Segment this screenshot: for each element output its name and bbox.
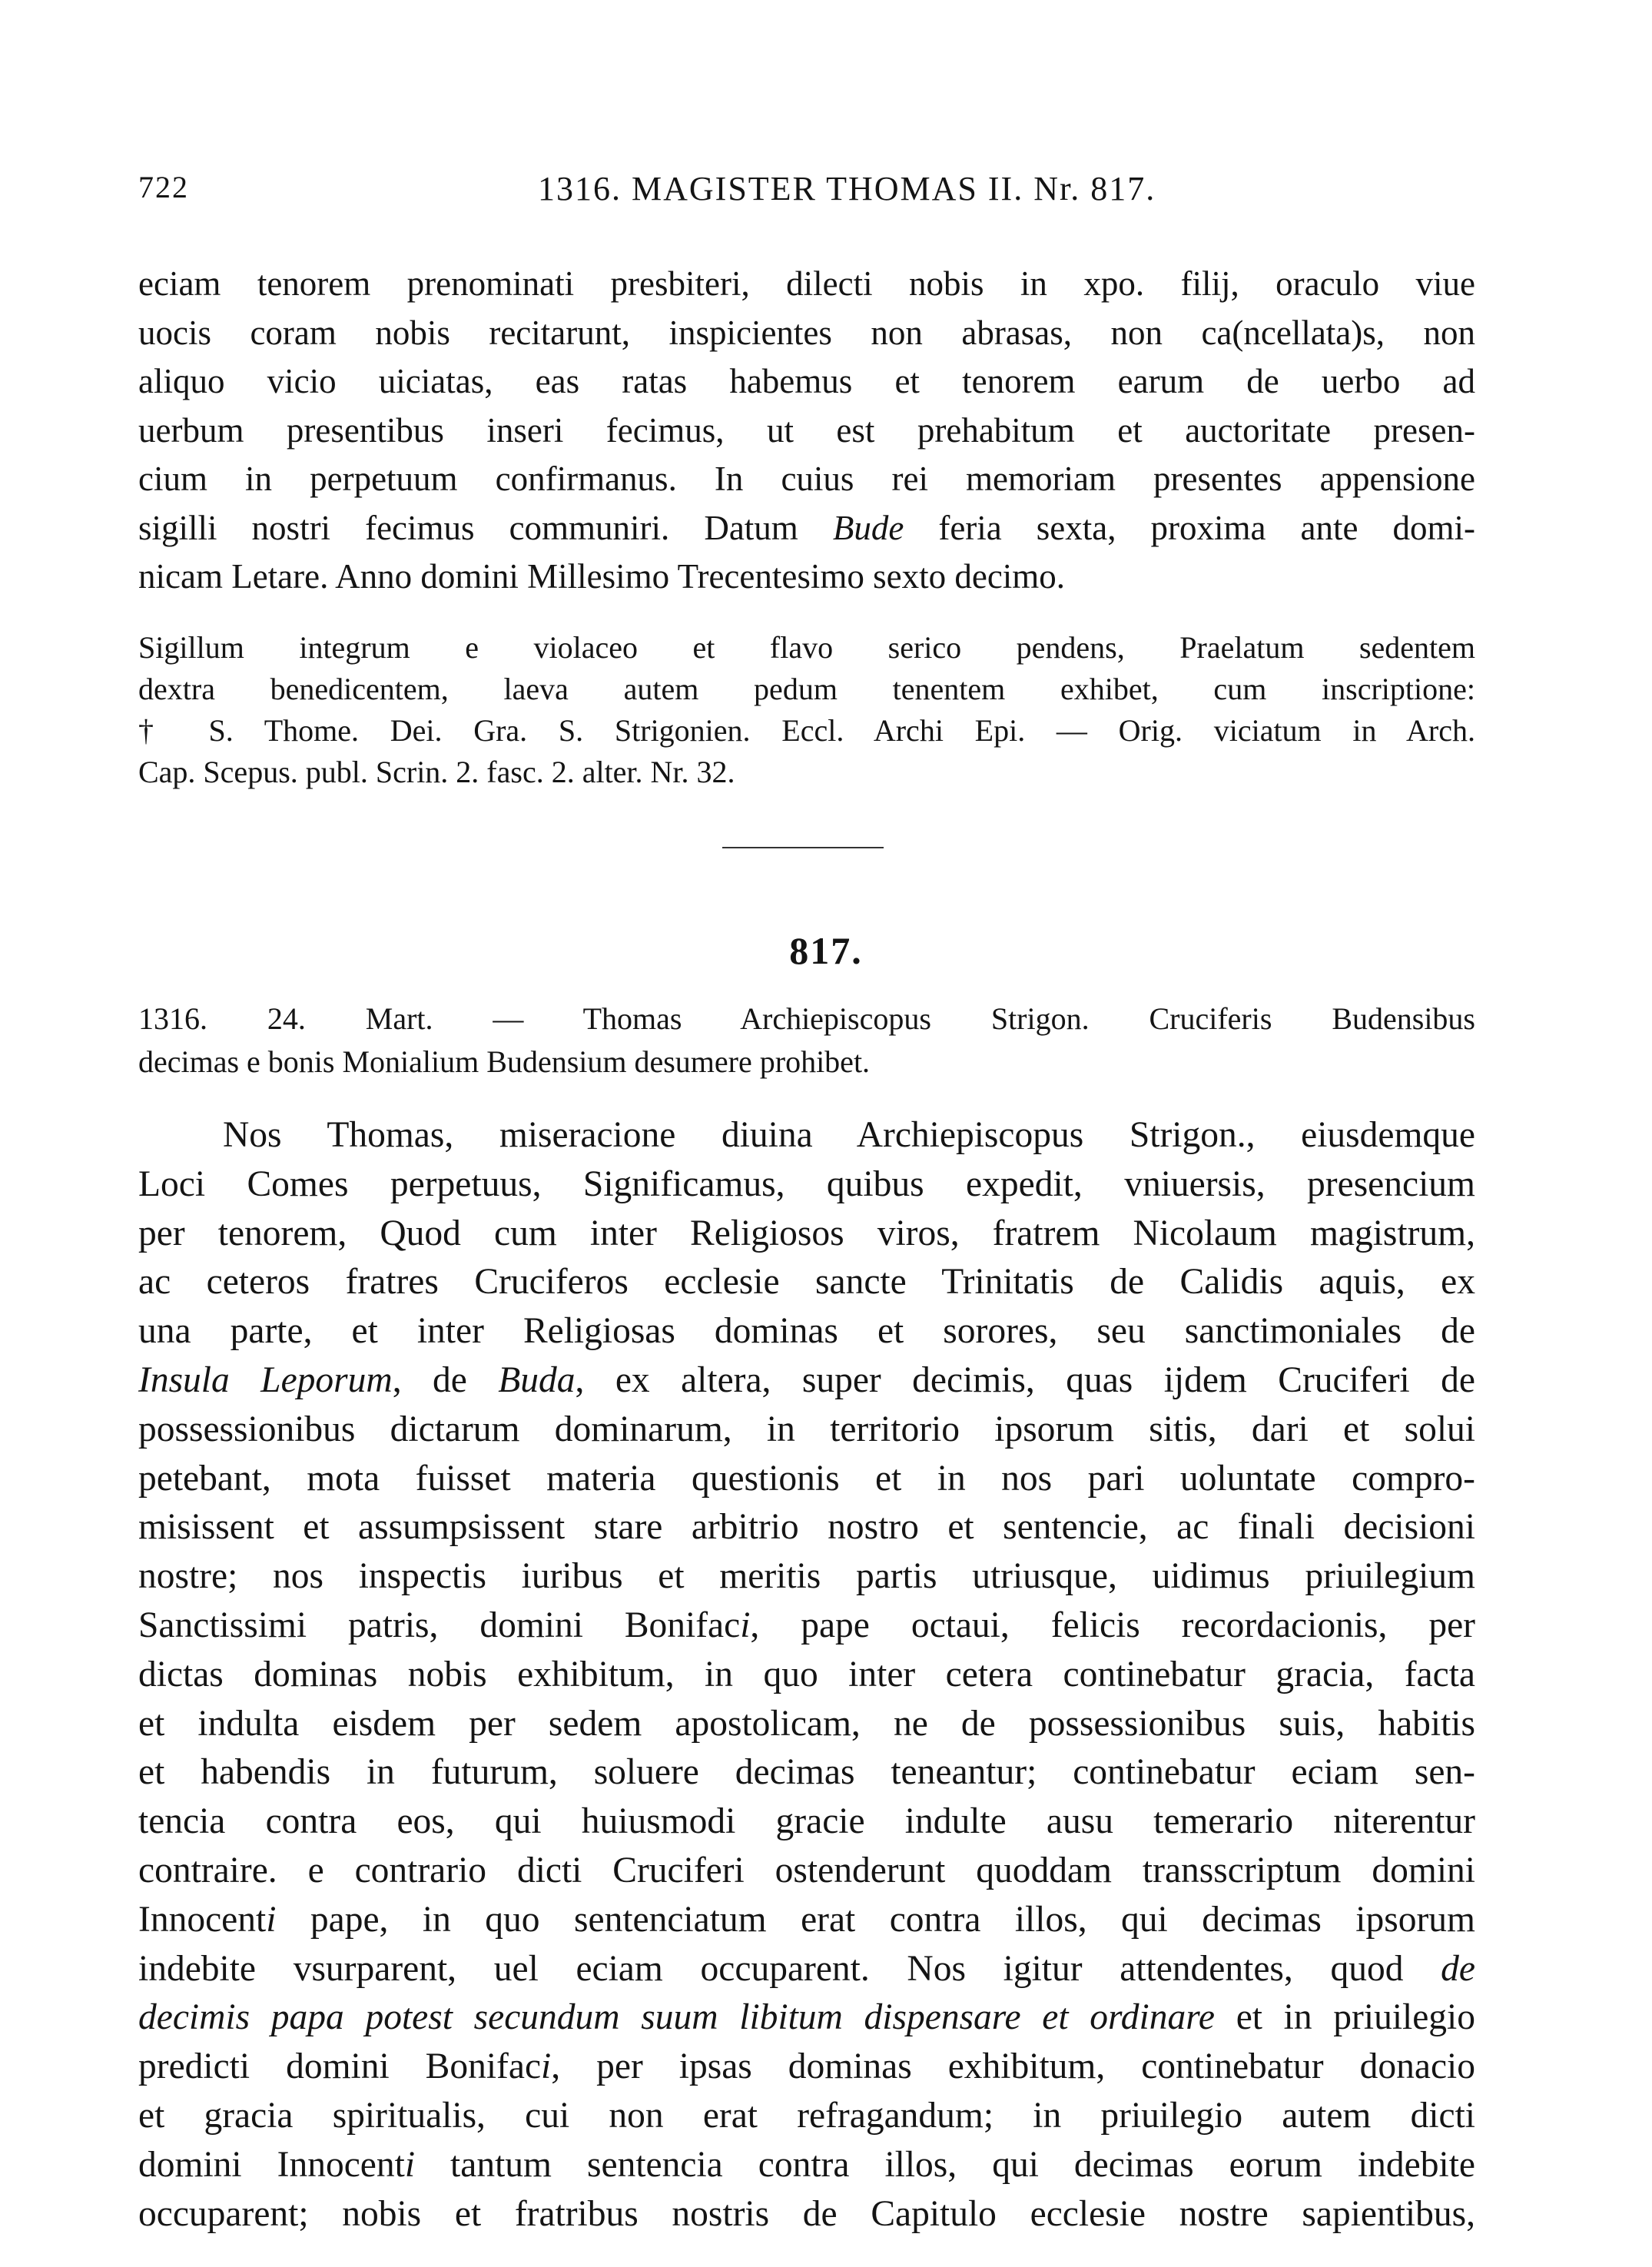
text-line: possessionibus dictarum dominarum, in territorio ipsorum sitis, dari et solui — [138, 1409, 1475, 1449]
text-line — [138, 504, 1475, 553]
supplied-letter: i — [404, 2144, 416, 2185]
text-line: et gracia spiritualis, cui non erat refragandum; in priuilegio autem dicti — [138, 2095, 1475, 2136]
document-number: 817. — [789, 929, 863, 972]
place-name-insula-leporum: Insula Leporum — [138, 1359, 393, 1400]
text-line — [138, 1945, 1475, 1994]
text-segment: Innocent — [138, 1899, 267, 1940]
summary-line: 1316. 24. Mart. — Thomas Archiepiscopus Strigon. Cruciferis Budensibus — [138, 1001, 1475, 1036]
text-segment: predicti domini Bonifac — [138, 2046, 542, 2087]
text-segment: , per ipsas dominas exhibitum, continebatur donacio — [551, 2046, 1475, 2087]
text-line: nostre; nos inspectis iuribus et meritis partis utriusque, uidimus priuilegium — [138, 1556, 1475, 1597]
text-line: nicam Letare. Anno domini Millesimo Trecentesimo sexto decimo. — [138, 557, 1066, 596]
text-segment: domini Innocent — [138, 2144, 405, 2185]
text-line: et habendis in futurum, soluere decimas teneantur; continebatur eciam sen- — [138, 1752, 1475, 1793]
text-line — [138, 2141, 1475, 2190]
section-divider — [722, 847, 884, 848]
text-segment: Sanctissimi patris, domini Bonifac — [138, 1605, 741, 1645]
text-line: petebant, mota fuisset materia questionis et in nos pari uoluntate compro- — [138, 1458, 1475, 1499]
supplied-letter: i — [266, 1899, 277, 1940]
text-line: tencia contra eos, qui huiusmodi gracie indulte ausu temerario niterentur — [138, 1801, 1475, 1842]
place-name-buda: Buda — [498, 1359, 576, 1400]
running-head — [138, 169, 1475, 215]
note-line: Sigillum integrum e violaceo et flavo serico pendens, Praelatum sedentem — [138, 630, 1475, 665]
text-line: aliquo vicio uiciatas, eas ratas habemus et tenorem earum de uerbo ad — [138, 362, 1475, 400]
text-segment: , pape octaui, felicis recordacionis, per — [750, 1605, 1475, 1645]
summary-line: decimas e bonis Monialium Budensium desumere prohibet. — [138, 1044, 871, 1079]
text-segment: , ex altera, super decimis, quas ijdem Cruciferi de — [575, 1359, 1475, 1400]
note-line: Cap. Scepus. publ. Scrin. 2. fasc. 2. alter. Nr. 32. — [138, 755, 735, 789]
note-line: dextra benedicentem, laeva autem pedum tenentem exhibet, cum inscriptione: — [138, 672, 1475, 706]
text-line: uocis coram nobis recitarunt, inspicientes non abrasas, non ca(ncellata)s, non — [138, 313, 1475, 352]
text-line — [138, 1356, 1475, 1406]
text-line: eciam tenorem prenominati presbiteri, dilecti nobis in xpo. filij, oraculo viue — [138, 264, 1475, 303]
text-line: contraire. e contrario dicti Cruciferi ostenderunt quoddam transscriptum domini — [138, 1850, 1475, 1890]
text-line: et indulta eisdem per sedem apostolicam, ne de possessionibus suis, habitis — [138, 1703, 1475, 1744]
text-line — [138, 1993, 1475, 2043]
text-segment: , de — [392, 1359, 499, 1400]
text-line — [138, 1896, 1475, 1945]
text-line — [138, 1602, 1475, 1651]
charter-text — [138, 1111, 1475, 2239]
text-line: per tenorem, Quod cum inter Religiosos viros, fratrem Nicolaum magistrum, — [138, 1213, 1475, 1253]
text-line: dictas dominas nobis exhibitum, in quo inter cetera continebatur gracia, facta — [138, 1654, 1475, 1694]
text-line: Nos Thomas, miseracione diuina Archiepiscopus Strigon., eiusdemque — [223, 1115, 1475, 1155]
quotation-italic: decimis papa potest secundum suum libitum dispensare et ordinare — [138, 1997, 1215, 2038]
running-title: 1316. MAGISTER THOMAS II. Nr. 817. — [538, 170, 1156, 207]
text-line: occuparent; nobis et fratribus nostris de Capitulo ecclesie nostre sapientibus, — [138, 2193, 1475, 2234]
text-line: cium in perpetuum confirmanus. In cuius rei memoriam presentes appensione — [138, 460, 1475, 498]
text-line: misissent et assumpsissent stare arbitrio nostro et sentencie, ac finali decisioni — [138, 1507, 1475, 1548]
quotation-italic: de — [1441, 1948, 1475, 1989]
text-line: una parte, et inter Religiosas dominas et sorores, seu sanctimoniales de — [138, 1311, 1475, 1352]
text-line — [138, 2043, 1475, 2092]
document-summary — [138, 997, 1475, 1084]
place-name-bude: Bude — [832, 508, 904, 547]
supplied-letter: i — [541, 2046, 552, 2087]
text-segment: tantum sentencia contra illos, qui decimas eorum indebite — [415, 2144, 1475, 2185]
note-line: † S. Thome. Dei. Gra. S. Strigonien. Eccl. Archi Epi. — Orig. viciatum in Arch. — [138, 713, 1475, 748]
paragraph-continuation — [138, 260, 1475, 602]
text-segment: sigilli nostri fecimus communiri. Datum — [138, 508, 833, 547]
supplied-letter: i — [740, 1605, 751, 1645]
text-segment: pape, in quo sentenciatum erat contra illos, qui decimas ipsorum — [276, 1899, 1475, 1940]
text-segment: indebite vsurparent, uel eciam occuparent. Nos igitur attendentes, quod — [138, 1948, 1441, 1989]
text-line: uerbum presentibus inseri fecimus, ut est prehabitum et auctoritate presen- — [138, 410, 1475, 450]
seal-note — [138, 627, 1475, 793]
text-line: ac ceteros fratres Cruciferos ecclesie sancte Trinitatis de Calidis aquis, ex — [138, 1262, 1475, 1303]
text-line: Loci Comes perpetuus, Significamus, quibus expedit, vniuersis, presencium — [138, 1163, 1475, 1204]
page-number: 722 — [138, 170, 189, 204]
text-segment: et in priuilegio — [1215, 1997, 1475, 2038]
text-segment: feria sexta, proxima ante domi- — [904, 508, 1475, 547]
